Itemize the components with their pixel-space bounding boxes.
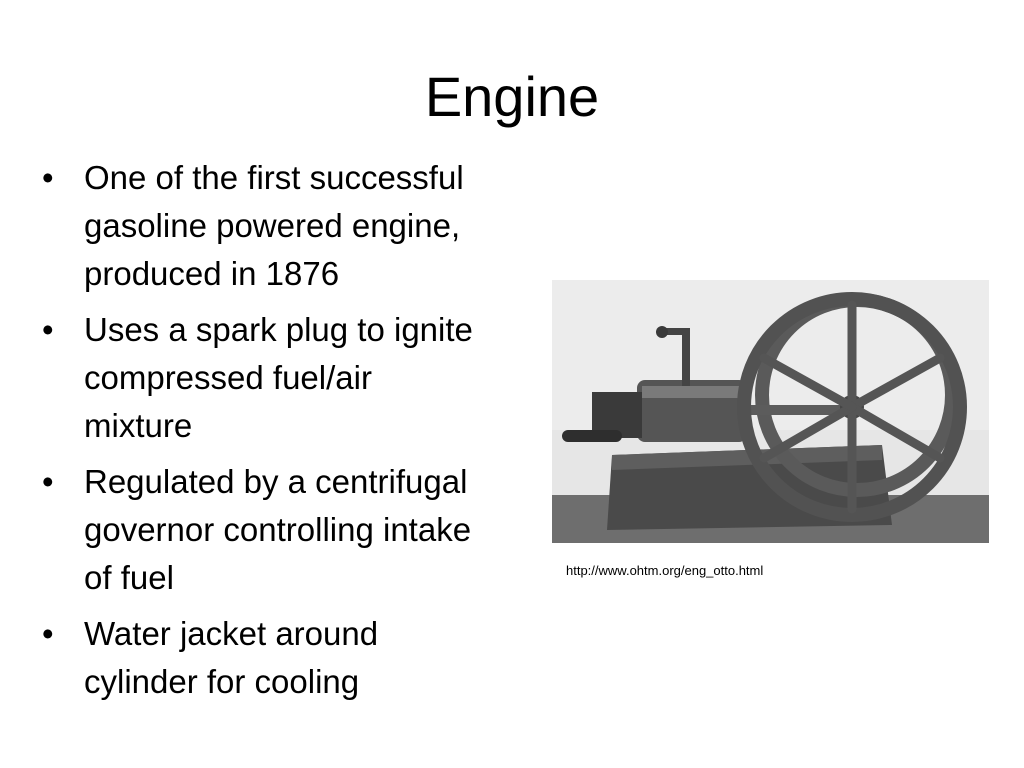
bullet-item bbox=[42, 610, 562, 706]
image-caption: http://www.ohtm.org/eng_otto.html bbox=[566, 563, 764, 578]
bullet-line: of fuel bbox=[84, 559, 174, 596]
bullet-line: One of the first successful bbox=[84, 159, 464, 196]
bullet-line: governor controlling intake bbox=[84, 511, 472, 548]
bullet-dot: • bbox=[42, 159, 54, 196]
bullet-dot: • bbox=[42, 311, 54, 348]
bullet-line: Water jacket around bbox=[84, 615, 379, 652]
bullet-line: Uses a spark plug to ignite bbox=[84, 311, 473, 348]
engine-photo bbox=[552, 280, 989, 543]
bullet-item bbox=[42, 306, 562, 450]
bullet-dot: • bbox=[42, 615, 54, 652]
bullet-line: cylinder for cooling bbox=[84, 663, 360, 700]
bullet-line: compressed fuel/air bbox=[84, 359, 372, 396]
bullet-dot: • bbox=[42, 463, 54, 500]
bullet-line: Regulated by a centrifugal bbox=[84, 463, 468, 500]
bullet-line: mixture bbox=[84, 407, 193, 444]
bullet-item bbox=[42, 458, 562, 602]
slide-title: Engine bbox=[424, 65, 600, 128]
bullet-list bbox=[42, 154, 562, 714]
bullet-item bbox=[42, 154, 562, 298]
bullet-line: produced in 1876 bbox=[84, 255, 340, 292]
bullet-line: gasoline powered engine, bbox=[84, 207, 461, 244]
engine-photo-icon bbox=[552, 280, 989, 543]
